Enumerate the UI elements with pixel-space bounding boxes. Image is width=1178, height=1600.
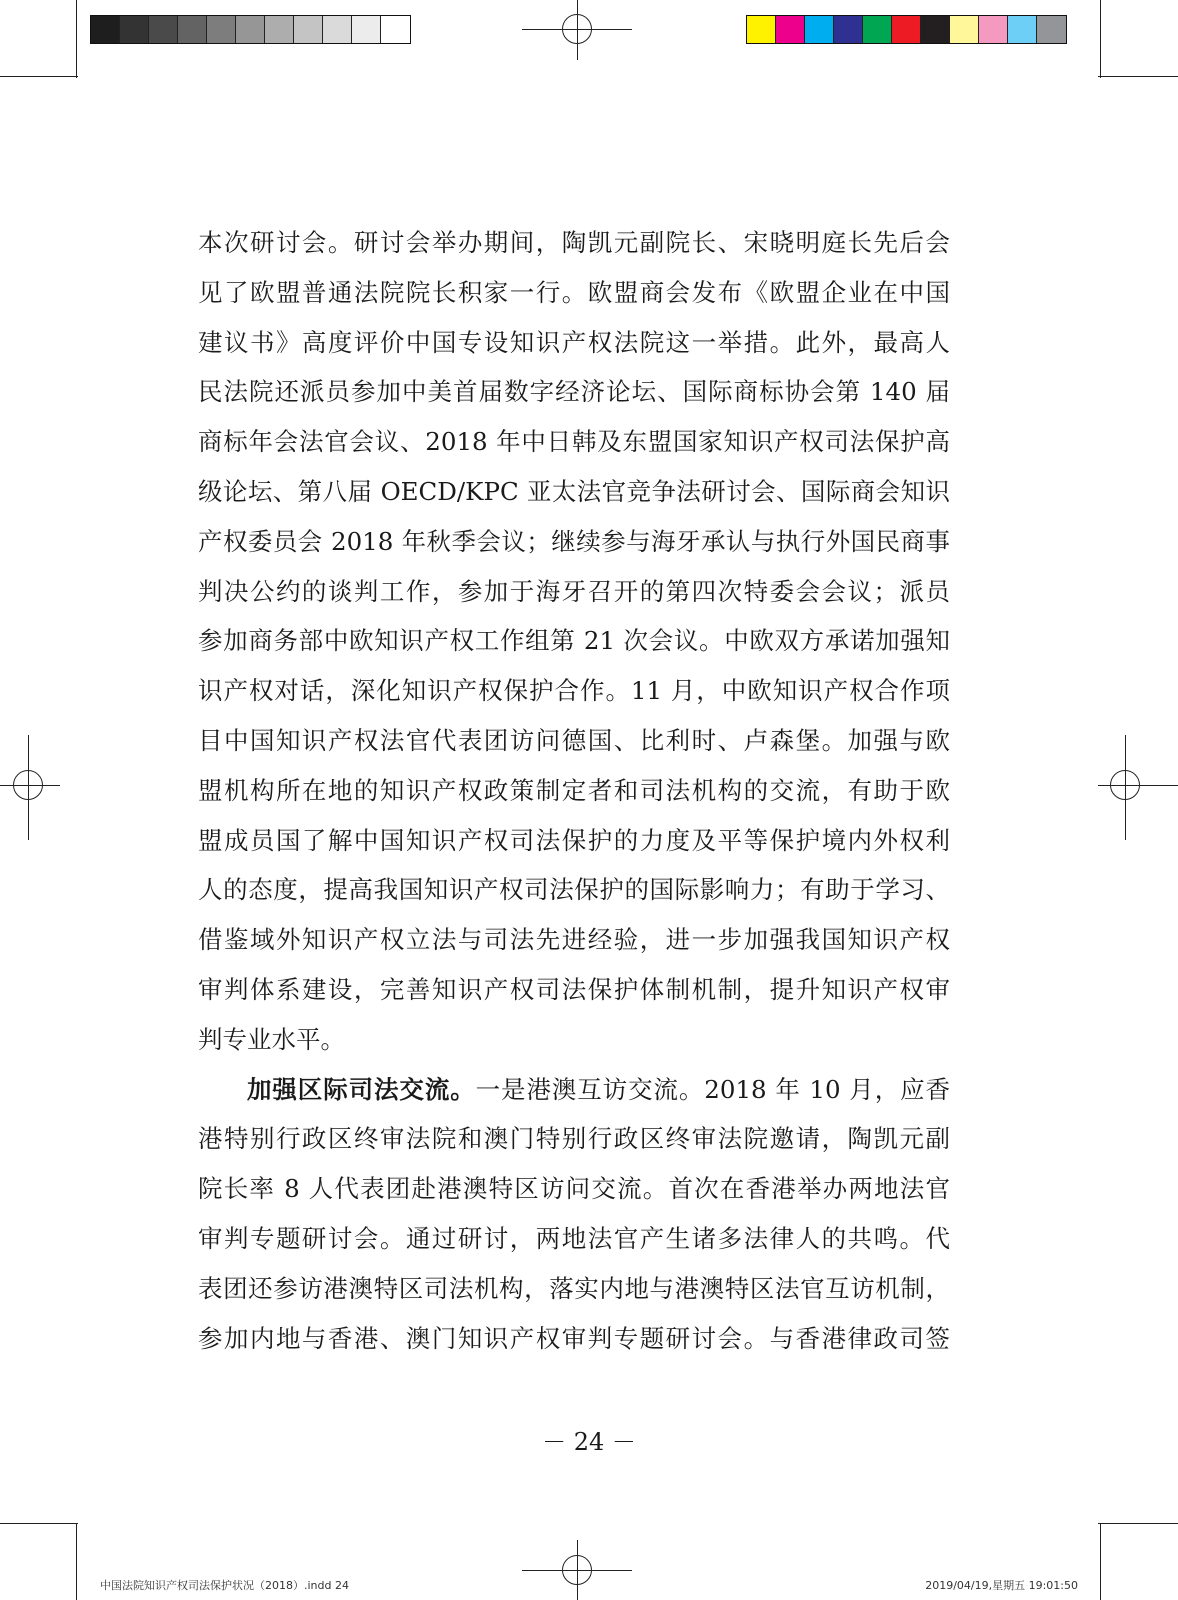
body-line: 级论坛、第八届 OECD/KPC 亚太法官竞争法研讨会、国际商会知识 xyxy=(198,476,950,506)
gray-swatch xyxy=(236,16,265,43)
body-line: 判专业水平。 xyxy=(198,1024,345,1054)
body-line: 表团还参访港澳特区司法机构，落实内地与港澳特区法官互访机制， xyxy=(198,1273,950,1303)
color-swatch xyxy=(776,16,805,43)
crop-mark xyxy=(0,1523,78,1524)
crop-mark xyxy=(76,1523,77,1600)
body-line: 人的态度，提高我国知识产权司法保护的国际影响力；有助于学习、 xyxy=(198,875,950,905)
body-line: 目中国知识产权法官代表团访问德国、比利时、卢森堡。加强与欧 xyxy=(198,725,950,755)
body-line: 见了欧盟普通法院院长积家一行。欧盟商会发布《欧盟企业在中国 xyxy=(198,277,950,307)
page-number: － 24 － xyxy=(542,1428,636,1456)
gray-swatch xyxy=(149,16,178,43)
footer-timestamp: 2019/04/19,星期五 19:01:50 xyxy=(925,1579,1078,1592)
body-line: 参加内地与香港、澳门知识产权审判专题研讨会。与香港律政司签 xyxy=(198,1323,950,1353)
body-line: 审判体系建设，完善知识产权司法保护体制机制，提升知识产权审 xyxy=(198,974,950,1004)
body-line: 民法院还派员参加中美首届数字经济论坛、国际商标协会第 140 届 xyxy=(198,377,950,407)
crop-mark xyxy=(0,76,78,77)
color-swatch xyxy=(805,16,834,43)
crop-mark xyxy=(1098,1523,1178,1524)
color-swatch xyxy=(892,16,921,43)
body-line: 识产权对话，深化知识产权保护合作。11 月，中欧知识产权合作项 xyxy=(198,676,950,706)
color-swatch xyxy=(1008,16,1037,43)
body-line: 本次研讨会。研讨会举办期间，陶凯元副院长、宋晓明庭长先后会 xyxy=(198,228,950,257)
body-line: 盟机构所在地的知识产权政策制定者和司法机构的交流，有助于欧 xyxy=(198,775,950,805)
crop-mark xyxy=(1098,76,1178,77)
body-text xyxy=(198,218,950,1363)
body-line: 港特别行政区终审法院和澳门特别行政区终审法院邀请，陶凯元副 xyxy=(198,1124,950,1154)
body-line: 产权委员会 2018 年秋季会议；继续参与海牙承认与执行外国民商事 xyxy=(198,526,950,556)
body-line: 参加商务部中欧知识产权工作组第 21 次会议。中欧双方承诺加强知 xyxy=(198,626,950,656)
color-swatch xyxy=(747,16,776,43)
crop-mark xyxy=(1100,0,1101,78)
gray-swatch xyxy=(294,16,323,43)
gray-swatch xyxy=(381,16,410,43)
body-line: 院长率 8 人代表团赴港澳特区访问交流。首次在香港举办两地法官 xyxy=(198,1174,950,1204)
color-swatch xyxy=(863,16,892,43)
body-line: 审判专题研讨会。通过研讨，两地法官产生诸多法律人的共鸣。代 xyxy=(198,1223,950,1253)
gray-calibration-bar xyxy=(90,15,411,44)
paragraph-text: 一是港澳互访交流。2018 年 10 月，应香 xyxy=(475,1074,950,1104)
gray-swatch xyxy=(178,16,207,43)
color-calibration-bar xyxy=(746,15,1067,44)
body-line: 盟成员国了解中国知识产权司法保护的力度及平等保护境内外权利 xyxy=(198,825,950,855)
paragraph-first-line xyxy=(198,1065,950,1115)
gray-swatch xyxy=(207,16,236,43)
footer-file-info: 中国法院知识产权司法保护状况（2018）.indd 24 xyxy=(100,1579,349,1592)
color-swatch xyxy=(950,16,979,43)
gray-swatch xyxy=(323,16,352,43)
body-line: 建议书》高度评价中国专设知识产权法院这一举措。此外，最高人 xyxy=(198,327,950,357)
paragraph-heading: 加强区际司法交流。 xyxy=(247,1074,476,1104)
color-swatch xyxy=(834,16,863,43)
gray-swatch xyxy=(352,16,381,43)
body-line: 商标年会法官会议、2018 年中日韩及东盟国家知识产权司法保护高 xyxy=(198,427,950,457)
body-line: 借鉴域外知识产权立法与司法先进经验，进一步加强我国知识产权 xyxy=(198,925,950,955)
gray-swatch xyxy=(120,16,149,43)
crop-mark xyxy=(76,0,77,78)
gray-swatch xyxy=(265,16,294,43)
crop-mark xyxy=(1100,1523,1101,1600)
gray-swatch xyxy=(91,16,120,43)
color-swatch xyxy=(1037,16,1066,43)
color-swatch xyxy=(921,16,950,43)
body-line: 判决公约的谈判工作，参加于海牙召开的第四次特委会会议；派员 xyxy=(198,576,950,606)
color-swatch xyxy=(979,16,1008,43)
